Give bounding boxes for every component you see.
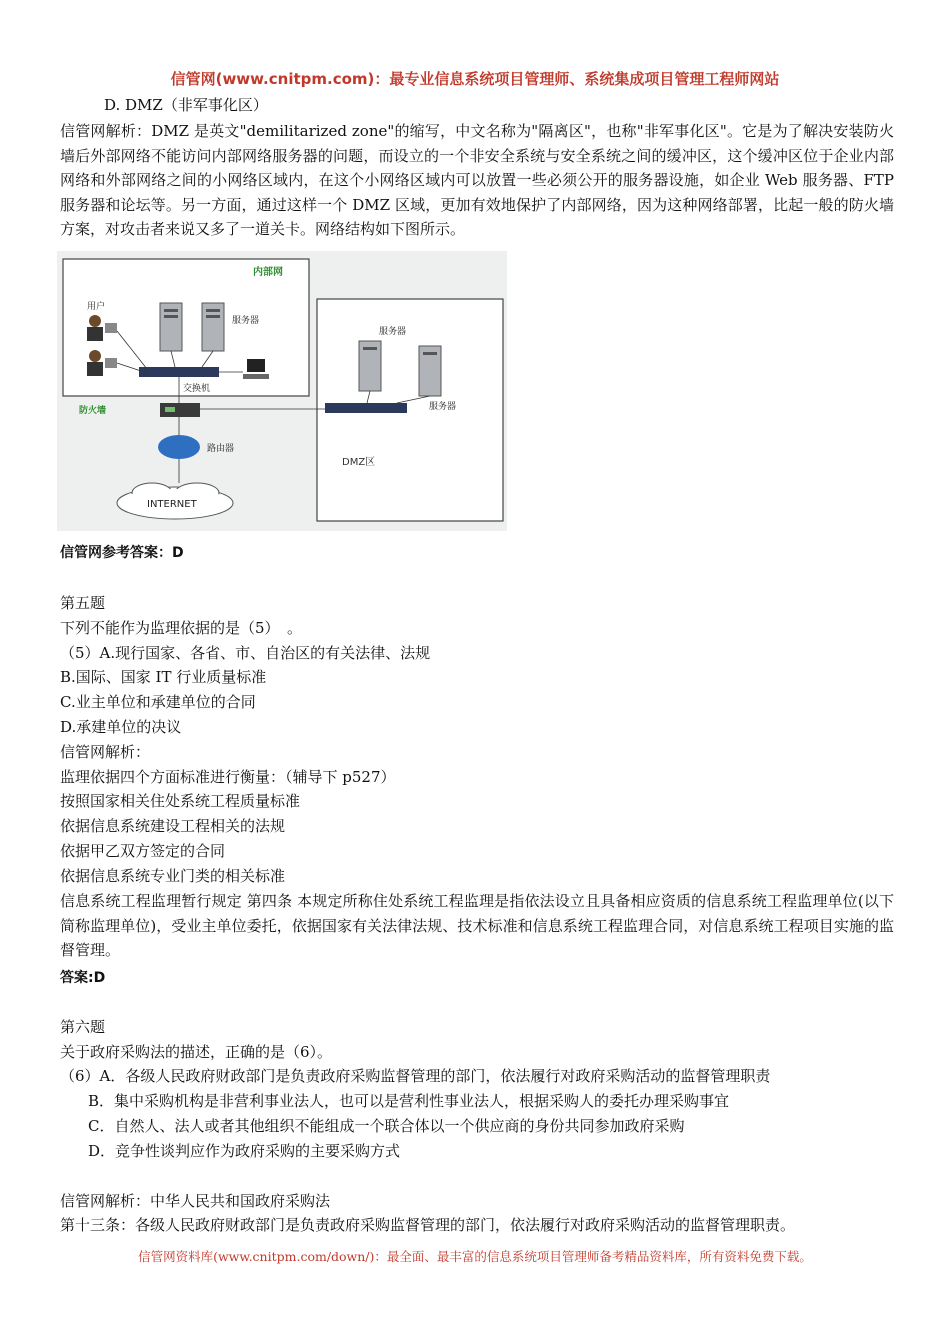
users-label: 用户 [87,302,106,312]
q6-question: 关于政府采购法的描述，正确的是（6）。 [60,1043,333,1061]
q5-option-c: C.业主单位和承建单位的合同 [60,693,256,711]
q5-analysis-line: 监理依据四个方面标准进行衡量：（辅导下 p527） [60,768,396,786]
server-icon [160,303,182,351]
servers-label-b: 服务器 [379,327,407,337]
q6-analysis: 信管网解析：中华人民共和国政府采购法 [60,1192,331,1210]
dmz-switch-icon [325,403,407,413]
q5-title: 第五题 [60,594,106,612]
q5-analysis-line: 依据信息系统建设工程相关的法规 [60,817,286,835]
q6-option-a: （6）A．各级人民政府财政部门是负责政府采购监督管理的部门，依法履行对政府采购活动的监督管理职责 [60,1067,771,1085]
servers-label-c: 服务器 [429,402,457,412]
q5-analysis-line: 依据甲乙双方签定的合同 [60,842,226,860]
q5-option-d: D.承建单位的决议 [60,718,182,736]
dmz-label: DMZ区 [342,457,376,468]
q5-rule-text: 信息系统工程监理暂行规定 第四条 本规定所称住处系统工程监理是指依法设立且具备相应资质的信息系统工程监理单位(以下简称监理单位)，受业主单位委托，依据国家有关法律法规、技术标准和信息系统工程监理合同，对信息系统工程项目实施的监督管理。 [60,892,894,960]
q5-analysis-line: 按照国家相关住处系统工程质量标准 [60,792,301,810]
dmz-network-diagram [57,251,507,531]
q4-answer: 信管网参考答案：D [60,545,184,561]
server-icon [419,346,441,396]
server-icon [359,341,381,391]
switch-label: 交换机 [183,384,211,394]
q6-title: 第六题 [60,1018,106,1036]
q5-question: 下列不能作为监理依据的是（5） 。 [60,619,303,637]
server-icon [202,303,224,351]
q4-option-d: D. DMZ（非军事化区） [104,96,268,114]
router-icon [158,435,200,459]
q6-option-d: D．竞争性谈判应作为政府采购的主要采购方式 [88,1142,401,1160]
q5-answer: 答案:D [60,970,106,986]
internal-net-label: 内部网 [253,267,283,278]
q6-article: 第十三条：各级人民政府财政部门是负责政府采购监督管理的部门，依法履行对政府采购活动的监督管理职责。 [60,1216,796,1234]
q5-analysis-line: 依据信息系统专业门类的相关标准 [60,867,286,885]
internet-label: INTERNET [147,499,197,510]
q6-option-c: C．自然人、法人或者其他组织不能组成一个联合体以一个供应商的身份共同参加政府采购 [88,1117,685,1135]
router-label: 路由器 [207,444,235,454]
q6-option-b: B．集中采购机构是非营利事业法人，也可以是营利性事业法人，根据采购人的委托办理采购事宜 [88,1092,730,1110]
q5-analysis-label: 信管网解析： [60,743,151,761]
q4-analysis: 信管网解析：DMZ 是英文"demilitarized zone"的缩写，中文名称为"隔离区"，也称"非军事化区"。它是为了解决安装防火墙后外部网络不能访问内部网络服务器的问题，而设立的一个非安全系统与安全系统之间的缓冲区，这个缓冲区位于企业内部网络和外部网络之间的小网络区域内，在这个小网络区域内可以放置一些必须公开的服务器设施，如企业 Web 服务器、FTP 服务器和论坛等。另一方面，通过这样一个 DMZ 区域，更加有效地保护了内部网络，因为这种网络部署，比起一般的防火墙方案，对攻击者来说又多了一道关卡。网络结构如下图所示。 [60,122,894,239]
page-header: 信管网(www.cnitpm.com)：最专业信息系统项目管理师、系统集成项目管理工程师网站 [170,70,780,88]
q5-option-b: B.国际、国家 IT 行业质量标准 [60,668,267,686]
q5-option-a: （5）A.现行国家、各省、市、自治区的有关法律、法规 [60,644,431,662]
firewall-label: 防火墙 [79,406,107,416]
page-footer: 信管网资料库(www.cnitpm.com/down/)：最全面、最丰富的信息系统项目管理师备考精品资料库，所有资料免费下载。 [138,1249,812,1264]
servers-label-a: 服务器 [232,316,260,326]
switch-icon [139,367,219,377]
